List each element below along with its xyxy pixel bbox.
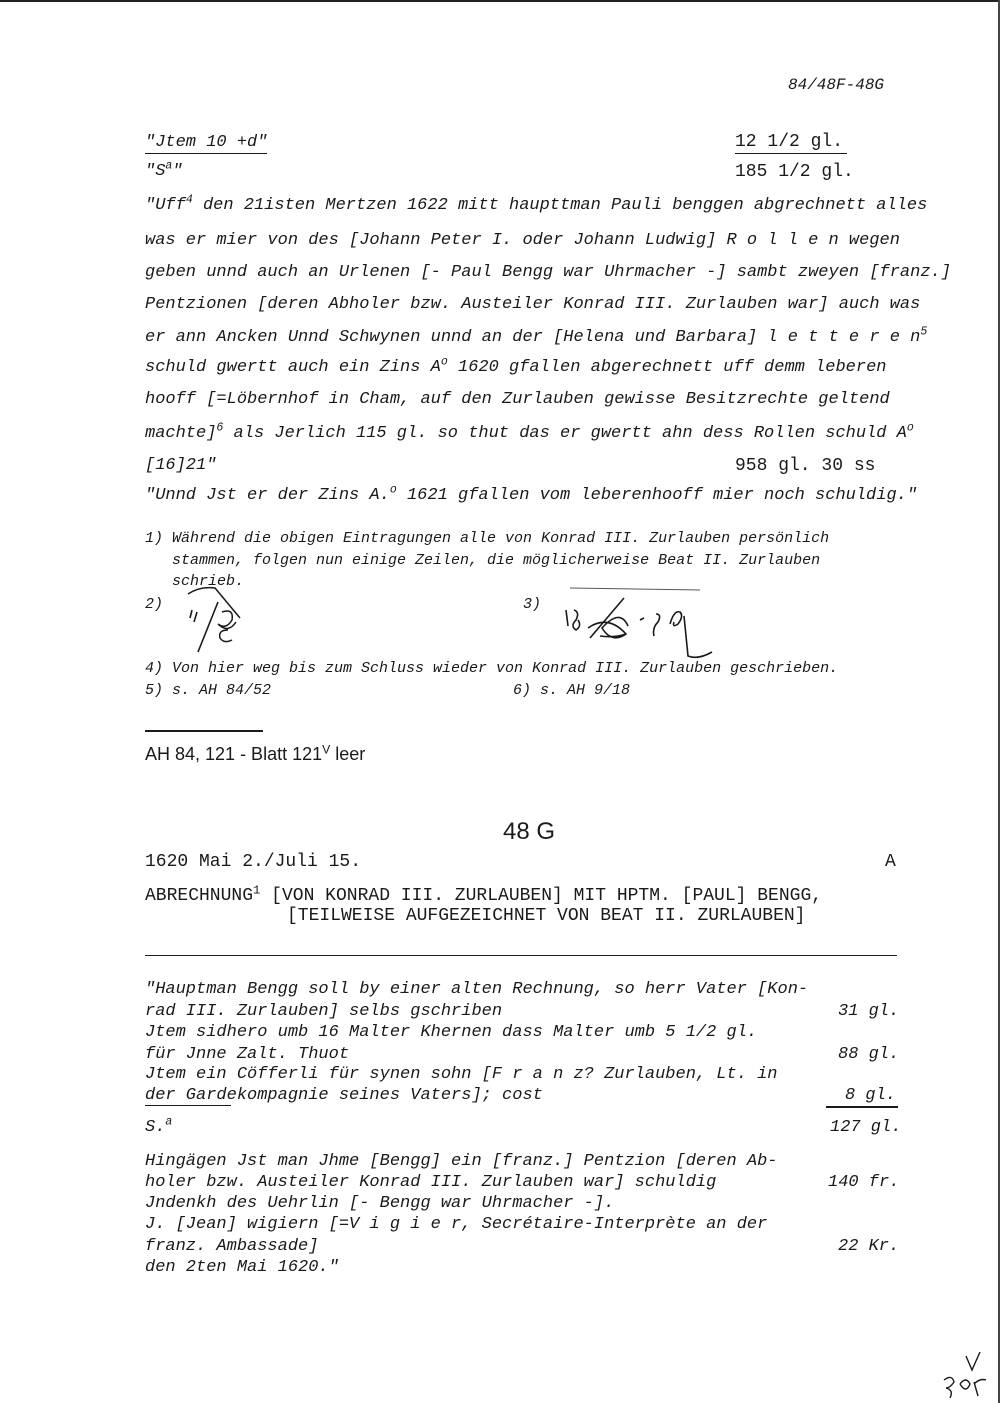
handwritten-page-number xyxy=(940,1352,990,1398)
text-line-8: machte]$^6$ als Jerlich 115 gl. so thut das er gwertt ahn dess Rollen schuld $A^o$ xyxy=(145,421,914,443)
account-amount-2: 88 gl. xyxy=(838,1045,900,1064)
text-line-2: was er mier von des [Johann Peter I. oder Johann Ludwig] R o l l e n wegen xyxy=(145,231,900,250)
footnote-4: 4) Von hier weg bis zum Schluss wieder von Konrad III. Zurlauben geschrieben. xyxy=(145,660,839,677)
text-line-10: "Unnd Jst er der Zins A.$^o$ 1621 gfallen vom leberenhooff mier noch schuldig." xyxy=(145,483,918,505)
sum-rule xyxy=(826,1106,898,1108)
item-amount: 12 1/2 gl. xyxy=(735,132,847,154)
footnote-5: 5) s. AH 84/52 xyxy=(145,682,272,699)
document-title-2: [TEILWEISE AUFGEZEICHNET VON BEAT II. ZURLAUBEN] xyxy=(287,906,806,926)
text-line-5: er ann Ancken Unnd Schwynen unnd an der [Helena und Barbara] l e t t e r e $n^5$ xyxy=(145,325,928,347)
text-line-7: hooff [=Löbernhof in Cham, auf den Zurlauben gewisse Besitzrechte geltend xyxy=(145,390,890,409)
account-sum-amount: 127 gl. xyxy=(830,1118,902,1137)
account-row-4a: Hingägen Jst man Jhme [Bengg] ein [franz.] Pentzion [deren Ab- xyxy=(145,1152,778,1171)
account-amount-1: 31 gl. xyxy=(838,1002,900,1021)
document-reference: 84/48F-48G xyxy=(788,76,885,94)
account-divider xyxy=(145,955,897,956)
account-row-6: J. [Jean] wigiern [=V i g i e r, Secrétaire-Interprète an der xyxy=(145,1215,768,1234)
footnote-6: 6) s. AH 9/18 xyxy=(513,682,631,699)
account-row-2b: für Jnne Zalt. Thuot xyxy=(145,1045,350,1064)
account-sum-label: S.$^a$ xyxy=(145,1115,173,1137)
line9-amount: 958 gl. 30 ss xyxy=(735,456,876,476)
sa-label: "$S^a$" xyxy=(145,159,183,181)
text-line-1: "Uff$^4$ den 21isten Mertzen 1622 mitt haupttman Pauli benggen abgrechnett alles xyxy=(145,193,928,215)
account-amount-3: 8 gl. xyxy=(845,1086,897,1105)
footnote-1a: 1) Während die obigen Eintragungen alle von Konrad III. Zurlauben persönlich xyxy=(145,530,830,547)
footnote-2: 2) xyxy=(145,596,164,613)
item-line: "Jtem 10 +d" xyxy=(145,133,268,152)
document-number: 48 G xyxy=(503,818,556,845)
account-amount-7: 22 Kr. xyxy=(838,1237,900,1256)
footnote-1c: schrieb. xyxy=(172,573,245,590)
handwritten-mark-2 xyxy=(170,582,270,662)
blatt-line: AH 84, 121 - Blatt $121^V$ leer xyxy=(145,742,366,764)
account-row-3b: der Gardekompagnie seines Vaters]; cost xyxy=(145,1086,543,1105)
account-row-1a: "Hauptman Bengg soll by einer alten Rechnung, so herr Vater [Kon- xyxy=(145,980,809,999)
account-row-4b: holer bzw. Austeiler Konrad III. Zurlauben war] schuldig xyxy=(145,1173,717,1192)
section-divider xyxy=(145,730,263,732)
text-line-9: [16]21" xyxy=(145,456,217,475)
text-line-6: schuld gwertt auch ein Zins $A^o$ 1620 gfallen abgerechnett uff demm leberen xyxy=(145,355,887,377)
gardekompagnie-underline xyxy=(145,1105,231,1106)
account-amount-4: 140 fr. xyxy=(828,1173,900,1192)
document-date: 1620 Mai 2./Juli 15. xyxy=(145,852,362,872)
document-letter: A xyxy=(885,852,896,872)
account-row-3a: Jtem ein Cöfferli für synen sohn [F r a n z? Zurlauben, Lt. in xyxy=(145,1065,778,1084)
document-title-1: ABRECHNUNG$^1$ [VON KONRAD III. ZURLAUBEN] MIT HPTM. [PAUL] BENGG, xyxy=(145,883,823,906)
account-row-7: franz. Ambassade] xyxy=(145,1237,319,1256)
text-line-3: geben unnd auch an Urlenen [- Paul Bengg war Uhrmacher -] sambt zweyen [franz.] xyxy=(145,263,951,282)
account-row-5: Jndenkh des Uehrlin [- Bengg war Uhrmacher -]. xyxy=(145,1194,615,1213)
account-row-2a: Jtem sidhero umb 16 Malter Khernen dass Malter umb 5 1/2 gl. xyxy=(145,1023,758,1042)
footnote-1b: stammen, folgen nun einige Zeilen, die möglicherweise Beat II. Zurlauben xyxy=(172,552,821,569)
account-row-8: den 2ten Mai 1620." xyxy=(145,1258,339,1277)
sa-amount: 185 1/2 gl. xyxy=(735,162,854,182)
handwritten-mark-3 xyxy=(560,580,720,660)
account-row-1b: rad III. Zurlauben] selbs gschriben xyxy=(145,1002,503,1021)
footnote-3: 3) xyxy=(523,596,542,613)
text-line-4: Pentzionen [deren Abholer bzw. Austeiler Konrad III. Zurlauben war] auch was xyxy=(145,295,921,314)
page-top-border xyxy=(0,0,1000,2)
